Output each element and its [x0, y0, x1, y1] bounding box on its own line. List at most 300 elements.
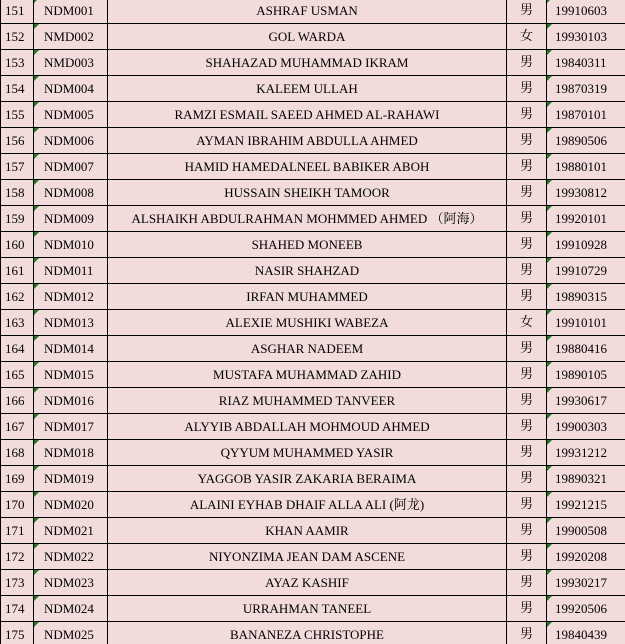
student-name-text: QYYUM MUHAMMED YASIR — [220, 445, 394, 460]
student-name-text: SHAHED MONEEB — [251, 237, 363, 252]
gender-cell[interactable] — [507, 518, 547, 544]
student-code-text: NDM016 — [44, 393, 94, 408]
error-indicator-icon — [547, 466, 552, 471]
birth-date-cell[interactable] — [547, 466, 625, 492]
student-name-cell[interactable] — [108, 180, 507, 206]
gender-text: 女 — [519, 315, 533, 330]
birth-date-text: 19840439 — [555, 627, 607, 642]
row-number-cell[interactable] — [1, 544, 34, 570]
student-code-cell[interactable] — [34, 466, 108, 492]
student-name-text: MUSTAFA MUHAMMAD ZAHID — [213, 367, 401, 382]
birth-date-cell[interactable] — [547, 622, 625, 644]
error-indicator-icon — [34, 440, 39, 445]
error-indicator-icon — [547, 128, 552, 133]
student-name-cell[interactable] — [108, 76, 507, 102]
table-row[interactable] — [1, 362, 625, 388]
table-row[interactable] — [1, 76, 625, 102]
gender-cell[interactable] — [507, 128, 547, 154]
student-code-cell[interactable] — [34, 440, 108, 466]
student-code-text: NDM011 — [44, 263, 94, 278]
student-name-cell[interactable] — [108, 466, 507, 492]
gender-cell[interactable] — [507, 570, 547, 596]
student-code-cell[interactable] — [34, 258, 108, 284]
birth-date-cell[interactable] — [547, 388, 625, 414]
gender-cell[interactable] — [507, 24, 547, 50]
table-row[interactable] — [1, 440, 625, 466]
birth-date-cell[interactable] — [547, 0, 625, 24]
table-row[interactable] — [1, 310, 625, 336]
student-name-cell[interactable] — [108, 622, 507, 644]
birth-date-text: 19890315 — [555, 289, 607, 304]
error-indicator-icon — [547, 206, 552, 211]
error-indicator-icon — [547, 544, 552, 549]
row-number-cell[interactable] — [1, 24, 34, 50]
table-row[interactable] — [1, 180, 625, 206]
row-number-cell[interactable] — [1, 102, 34, 128]
birth-date-cell[interactable] — [547, 544, 625, 570]
birth-date-text: 19920208 — [555, 549, 607, 564]
table-row[interactable] — [1, 544, 625, 570]
birth-date-cell[interactable] — [547, 76, 625, 102]
birth-date-text: 19910101 — [555, 315, 607, 330]
row-number-cell[interactable] — [1, 336, 34, 362]
error-indicator-icon — [34, 414, 39, 419]
error-indicator-icon — [547, 518, 552, 523]
error-indicator-icon — [547, 492, 552, 497]
error-indicator-icon — [547, 310, 552, 315]
student-code-text: NDM017 — [44, 419, 94, 434]
student-name-text: YAGGOB YASIR ZAKARIA BERAIMA — [197, 471, 417, 486]
row-number-cell[interactable] — [1, 232, 34, 258]
error-indicator-icon — [34, 362, 39, 367]
student-code-text: NDM013 — [44, 315, 94, 330]
student-name-cell[interactable] — [108, 128, 507, 154]
birth-date-cell[interactable] — [547, 154, 625, 180]
student-code-text: NDM023 — [44, 575, 94, 590]
table-row[interactable] — [1, 0, 625, 24]
birth-date-cell[interactable] — [547, 596, 625, 622]
row-number-cell[interactable] — [1, 596, 34, 622]
row-number-text: 155 — [5, 107, 25, 122]
birth-date-text: 19930217 — [555, 575, 607, 590]
student-code-text: NDM019 — [44, 471, 94, 486]
birth-date-text: 19930103 — [555, 29, 607, 44]
gender-cell[interactable] — [507, 102, 547, 128]
birth-date-cell[interactable] — [547, 180, 625, 206]
error-indicator-icon — [547, 24, 552, 29]
birth-date-text: 19910603 — [555, 3, 607, 18]
gender-text: 男 — [519, 601, 533, 616]
student-code-text: NDM010 — [44, 237, 94, 252]
birth-date-cell[interactable] — [547, 258, 625, 284]
gender-cell[interactable] — [507, 596, 547, 622]
error-indicator-icon — [547, 388, 552, 393]
row-number-cell[interactable] — [1, 128, 34, 154]
student-name-cell[interactable] — [108, 570, 507, 596]
student-code-text: NDM006 — [44, 133, 94, 148]
student-name-cell[interactable] — [108, 284, 507, 310]
error-indicator-icon — [34, 232, 39, 237]
student-code-cell[interactable] — [34, 50, 108, 76]
gender-text: 男 — [519, 107, 533, 122]
student-name-cell[interactable] — [108, 362, 507, 388]
birth-date-cell[interactable] — [547, 128, 625, 154]
gender-text: 男 — [519, 289, 533, 304]
table-row[interactable] — [1, 102, 625, 128]
student-code-cell[interactable] — [34, 622, 108, 644]
error-indicator-icon — [34, 622, 39, 627]
row-number-cell[interactable] — [1, 310, 34, 336]
student-name-cell[interactable] — [108, 50, 507, 76]
gender-text: 男 — [519, 393, 533, 408]
student-code-text: NDM025 — [44, 627, 94, 642]
table-row[interactable] — [1, 596, 625, 622]
row-number-text: 170 — [5, 497, 25, 512]
birth-date-text: 19910928 — [555, 237, 607, 252]
table-row[interactable] — [1, 336, 625, 362]
row-number-text: 161 — [5, 263, 25, 278]
error-indicator-icon — [34, 284, 39, 289]
error-indicator-icon — [547, 102, 552, 107]
row-number-text: 166 — [5, 393, 25, 408]
birth-date-text: 19870101 — [555, 107, 607, 122]
gender-cell[interactable] — [507, 466, 547, 492]
table-row[interactable] — [1, 492, 625, 518]
row-number-cell[interactable] — [1, 154, 34, 180]
error-indicator-icon — [34, 102, 39, 107]
student-code-text: NDM004 — [44, 81, 94, 96]
error-indicator-icon — [34, 570, 39, 575]
row-number-text: 157 — [5, 159, 25, 174]
student-name-cell[interactable] — [108, 336, 507, 362]
student-name-cell[interactable] — [108, 414, 507, 440]
row-number-cell[interactable] — [1, 0, 34, 24]
student-code-cell[interactable] — [34, 0, 108, 24]
student-code-text: NDM014 — [44, 341, 94, 356]
error-indicator-icon — [547, 0, 552, 3]
student-name-cell[interactable] — [108, 440, 507, 466]
gender-cell[interactable] — [507, 440, 547, 466]
student-name-text: AYMAN IBRAHIM ABDULLA AHMED — [196, 133, 418, 148]
student-code-text: NDM008 — [44, 185, 94, 200]
student-name-cell[interactable] — [108, 258, 507, 284]
student-name-cell[interactable] — [108, 596, 507, 622]
gender-cell[interactable] — [507, 336, 547, 362]
table-row[interactable] — [1, 154, 625, 180]
table-row[interactable] — [1, 258, 625, 284]
error-indicator-icon — [547, 258, 552, 263]
student-name-text: ASGHAR NADEEM — [250, 341, 364, 356]
student-code-cell[interactable] — [34, 180, 108, 206]
row-number-cell[interactable] — [1, 414, 34, 440]
gender-text: 男 — [519, 575, 533, 590]
birth-date-cell[interactable] — [547, 362, 625, 388]
birth-date-text: 19930812 — [555, 185, 607, 200]
student-code-cell[interactable] — [34, 232, 108, 258]
table-row[interactable] — [1, 206, 625, 232]
gender-text: 女 — [519, 29, 533, 44]
birth-date-text: 19840311 — [555, 55, 607, 70]
student-name-text: AYAZ KASHIF — [265, 575, 349, 590]
row-number-text: 168 — [5, 445, 25, 460]
student-name-text: IRFAN MUHAMMED — [246, 289, 368, 304]
student-code-cell[interactable] — [34, 310, 108, 336]
row-number-text: 172 — [5, 549, 25, 564]
birth-date-text: 19890105 — [555, 367, 607, 382]
student-name-text: KALEEM ULLAH — [256, 81, 358, 96]
gender-text: 男 — [519, 3, 533, 18]
table-row[interactable] — [1, 232, 625, 258]
student-name-cell[interactable] — [108, 310, 507, 336]
student-code-cell[interactable] — [34, 518, 108, 544]
row-number-cell[interactable] — [1, 206, 34, 232]
birth-date-cell[interactable] — [547, 336, 625, 362]
row-number-text: 160 — [5, 237, 25, 252]
error-indicator-icon — [547, 622, 552, 627]
student-code-text: NDM024 — [44, 601, 94, 616]
row-number-cell[interactable] — [1, 518, 34, 544]
student-code-cell[interactable] — [34, 596, 108, 622]
birth-date-text: 19890506 — [555, 133, 607, 148]
birth-date-cell[interactable] — [547, 50, 625, 76]
error-indicator-icon — [34, 50, 39, 55]
student-code-text: NDM001 — [44, 3, 94, 18]
error-indicator-icon — [547, 76, 552, 81]
birth-date-text: 19900508 — [555, 523, 607, 538]
error-indicator-icon — [34, 206, 39, 211]
student-name-cell[interactable] — [108, 206, 507, 232]
error-indicator-icon — [547, 570, 552, 575]
error-indicator-icon — [547, 596, 552, 601]
student-code-text: NMD002 — [44, 29, 94, 44]
error-indicator-icon — [547, 336, 552, 341]
student-code-text: NDM021 — [44, 523, 94, 538]
row-number-cell[interactable] — [1, 362, 34, 388]
error-indicator-icon — [34, 24, 39, 29]
student-name-cell[interactable] — [108, 388, 507, 414]
table-row[interactable] — [1, 388, 625, 414]
birth-date-cell[interactable] — [547, 518, 625, 544]
table-row[interactable] — [1, 128, 625, 154]
gender-text: 男 — [519, 81, 533, 96]
student-code-cell[interactable] — [34, 388, 108, 414]
student-name-text: HUSSAIN SHEIKH TAMOOR — [224, 185, 390, 200]
error-indicator-icon — [34, 0, 39, 3]
gender-text: 男 — [519, 341, 533, 356]
gender-cell[interactable] — [507, 76, 547, 102]
table-row[interactable] — [1, 284, 625, 310]
error-indicator-icon — [34, 336, 39, 341]
student-name-cell[interactable] — [108, 232, 507, 258]
gender-text: 男 — [519, 445, 533, 460]
row-number-cell[interactable] — [1, 492, 34, 518]
student-name-cell[interactable] — [108, 102, 507, 128]
student-code-text: NMD003 — [44, 55, 94, 70]
birth-date-cell[interactable] — [547, 24, 625, 50]
birth-date-text: 19880101 — [555, 159, 607, 174]
error-indicator-icon — [34, 596, 39, 601]
error-indicator-icon — [34, 492, 39, 497]
row-number-cell[interactable] — [1, 570, 34, 596]
row-number-cell[interactable] — [1, 284, 34, 310]
gender-text: 男 — [519, 237, 533, 252]
student-name-cell[interactable] — [108, 24, 507, 50]
error-indicator-icon — [34, 544, 39, 549]
error-indicator-icon — [34, 180, 39, 185]
gender-cell[interactable] — [507, 180, 547, 206]
student-code-cell[interactable] — [34, 414, 108, 440]
student-name-text: RIAZ MUHAMMED TANVEER — [218, 393, 396, 408]
gender-text: 男 — [519, 185, 533, 200]
student-name-cell[interactable] — [108, 492, 507, 518]
student-code-cell[interactable] — [34, 336, 108, 362]
table-row[interactable] — [1, 518, 625, 544]
error-indicator-icon — [34, 154, 39, 159]
row-number-cell[interactable] — [1, 50, 34, 76]
gender-text: 男 — [519, 55, 533, 70]
student-name-text: KHAN AAMIR — [265, 523, 349, 538]
gender-cell[interactable] — [507, 0, 547, 24]
student-name-text: ASHRAF USMAN — [256, 3, 358, 18]
student-code-cell[interactable] — [34, 492, 108, 518]
row-number-text: 154 — [5, 81, 25, 96]
birth-date-cell[interactable] — [547, 284, 625, 310]
row-number-cell[interactable] — [1, 388, 34, 414]
gender-cell[interactable] — [507, 622, 547, 644]
gender-cell[interactable] — [507, 206, 547, 232]
student-name-text: ALAINI EYHAB DHAIF ALLA ALI (阿龙) — [189, 497, 425, 512]
gender-cell[interactable] — [507, 388, 547, 414]
student-code-cell[interactable] — [34, 128, 108, 154]
student-name-text: ALEXIE MUSHIKI WABEZA — [225, 315, 389, 330]
student-name-cell[interactable] — [108, 518, 507, 544]
row-number-text: 153 — [5, 55, 25, 70]
birth-date-text: 19921215 — [555, 497, 607, 512]
birth-date-text: 19900303 — [555, 419, 607, 434]
birth-date-text: 19910729 — [555, 263, 607, 278]
row-number-text: 173 — [5, 575, 25, 590]
gender-cell[interactable] — [507, 50, 547, 76]
row-number-text: 167 — [5, 419, 25, 434]
birth-date-cell[interactable] — [547, 414, 625, 440]
table-row[interactable] — [1, 414, 625, 440]
row-number-cell[interactable] — [1, 76, 34, 102]
gender-text: 男 — [519, 419, 533, 434]
birth-date-text: 19880416 — [555, 341, 607, 356]
birth-date-cell[interactable] — [547, 206, 625, 232]
row-number-text: 163 — [5, 315, 25, 330]
error-indicator-icon — [547, 284, 552, 289]
student-name-cell[interactable] — [108, 544, 507, 570]
row-number-text: 164 — [5, 341, 25, 356]
row-number-text: 151 — [5, 3, 25, 18]
student-code-text: NDM009 — [44, 211, 94, 226]
error-indicator-icon — [34, 258, 39, 263]
gender-text: 男 — [519, 159, 533, 174]
error-indicator-icon — [547, 154, 552, 159]
gender-cell[interactable] — [507, 362, 547, 388]
row-number-text: 152 — [5, 29, 25, 44]
gender-text: 男 — [519, 471, 533, 486]
table-row[interactable] — [1, 466, 625, 492]
student-code-text: NDM018 — [44, 445, 94, 460]
gender-cell[interactable] — [507, 284, 547, 310]
row-number-text: 174 — [5, 601, 25, 616]
student-name-text: HAMID HAMEDALNEEL BABIKER ABOH — [184, 159, 430, 174]
row-number-cell[interactable] — [1, 440, 34, 466]
student-name-cell[interactable] — [108, 154, 507, 180]
row-number-cell[interactable] — [1, 180, 34, 206]
student-name-text: NASIR SHAHZAD — [254, 263, 360, 278]
gender-cell[interactable] — [507, 258, 547, 284]
birth-date-cell[interactable] — [547, 440, 625, 466]
student-name-text: BANANEZA CHRISTOPHE — [230, 627, 384, 642]
student-name-text: NIYONZIMA JEAN DAM ASCENE — [208, 549, 406, 564]
row-number-text: 175 — [5, 627, 25, 642]
student-name-text: SHAHAZAD MUHAMMAD IKRAM — [205, 55, 409, 70]
error-indicator-icon — [547, 440, 552, 445]
birth-date-cell[interactable] — [547, 492, 625, 518]
gender-cell[interactable] — [507, 232, 547, 258]
birth-date-text: 19890321 — [555, 471, 607, 486]
birth-date-text: 19870319 — [555, 81, 607, 96]
error-indicator-icon — [34, 466, 39, 471]
birth-date-cell[interactable] — [547, 232, 625, 258]
table-row[interactable] — [1, 570, 625, 596]
birth-date-text: 19931212 — [555, 445, 607, 460]
student-code-text: NDM007 — [44, 159, 94, 174]
student-code-cell[interactable] — [34, 24, 108, 50]
row-number-cell[interactable] — [1, 622, 34, 644]
birth-date-cell[interactable] — [547, 310, 625, 336]
student-code-cell[interactable] — [34, 362, 108, 388]
student-code-cell[interactable] — [34, 102, 108, 128]
error-indicator-icon — [547, 232, 552, 237]
birth-date-cell[interactable] — [547, 102, 625, 128]
student-code-cell[interactable] — [34, 544, 108, 570]
student-code-cell[interactable] — [34, 154, 108, 180]
row-number-cell[interactable] — [1, 258, 34, 284]
row-number-cell[interactable] — [1, 466, 34, 492]
gender-text: 男 — [519, 523, 533, 538]
error-indicator-icon — [34, 76, 39, 81]
student-code-cell[interactable] — [34, 206, 108, 232]
gender-cell[interactable] — [507, 544, 547, 570]
birth-date-text: 19930617 — [555, 393, 607, 408]
birth-date-cell[interactable] — [547, 570, 625, 596]
error-indicator-icon — [547, 362, 552, 367]
gender-cell[interactable] — [507, 154, 547, 180]
row-number-text: 156 — [5, 133, 25, 148]
student-code-cell[interactable] — [34, 284, 108, 310]
student-name-cell[interactable] — [108, 0, 507, 24]
table-row[interactable] — [1, 24, 625, 50]
gender-text: 男 — [519, 497, 533, 512]
student-code-text: NDM020 — [44, 497, 94, 512]
student-code-cell[interactable] — [34, 570, 108, 596]
student-code-text: NDM012 — [44, 289, 94, 304]
table-row[interactable] — [1, 50, 625, 76]
gender-cell[interactable] — [507, 414, 547, 440]
student-name-text: ALSHAIKH ABDULRAHMAN MOHMMED AHMED （阿海） — [131, 211, 483, 226]
birth-date-text: 19920101 — [555, 211, 607, 226]
student-code-text: NDM022 — [44, 549, 94, 564]
gender-cell[interactable] — [507, 310, 547, 336]
student-code-cell[interactable] — [34, 76, 108, 102]
table-row[interactable] — [1, 622, 625, 644]
gender-cell[interactable] — [507, 492, 547, 518]
error-indicator-icon — [547, 50, 552, 55]
